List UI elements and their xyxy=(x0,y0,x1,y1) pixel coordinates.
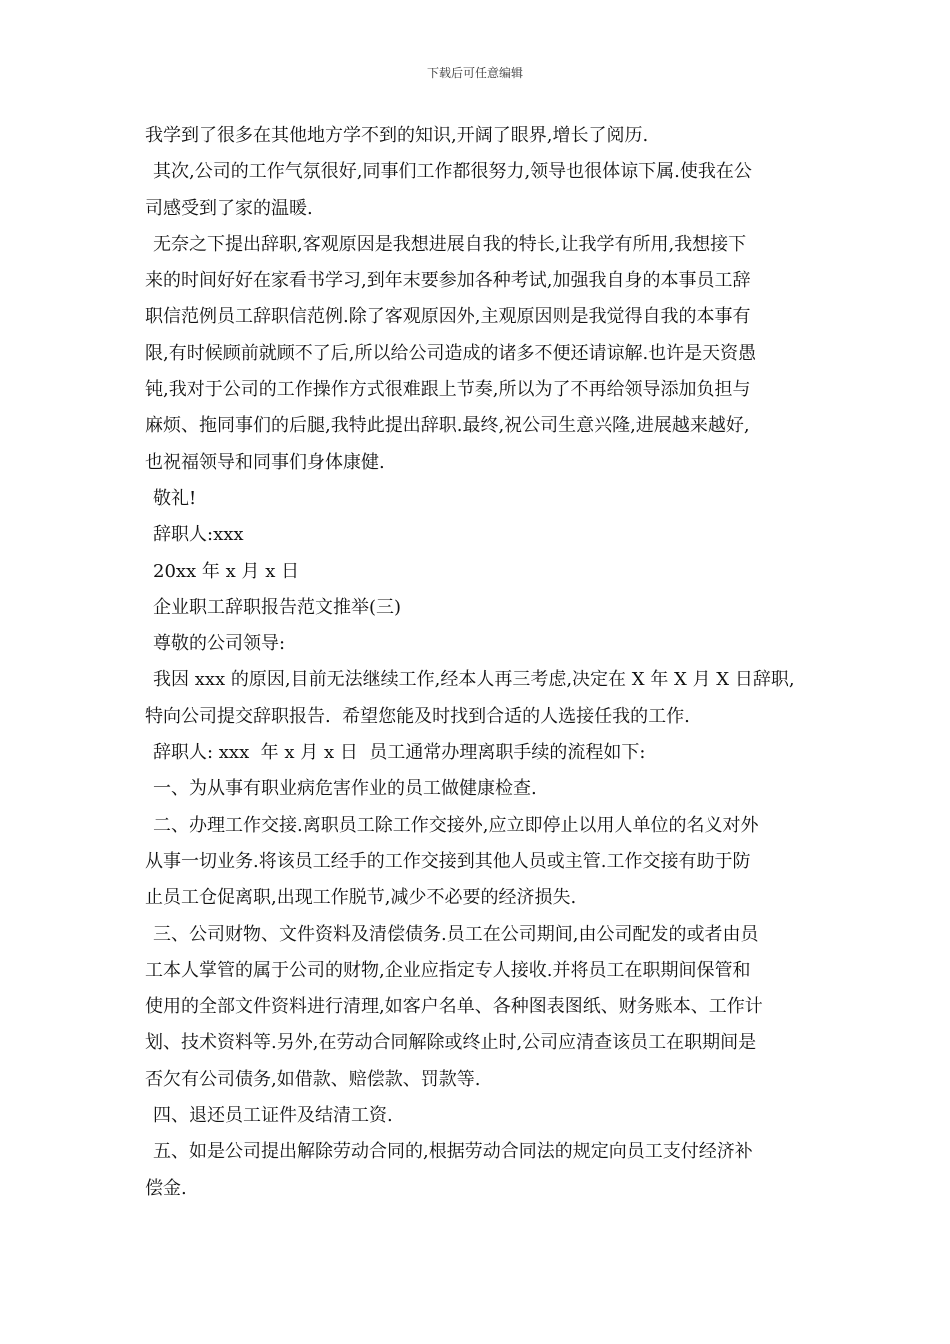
text-line: 辞职人:xxx xyxy=(153,524,244,546)
text-line: 偿金. xyxy=(145,1177,187,1199)
text-line: 尊敬的公司领导: xyxy=(153,633,286,655)
text-line: 三、公司财物、文件资料及清偿债务.员工在公司期间,由公司配发的或者由员 xyxy=(153,923,759,945)
text-line: 其次,公司的工作气氛很好,同事们工作都很努力,领导也很体谅下属.使我在公 xyxy=(153,161,752,183)
text-line: 职信范例员工辞职信范例.除了客观原因外,主观原因则是我觉得自我的本事有 xyxy=(145,306,751,328)
text-line: 20xx 年 x 月 x 日 xyxy=(153,560,300,582)
text-line: 一、为从事有职业病危害作业的员工做健康检查. xyxy=(153,778,537,800)
text-line: 也祝福领导和同事们身体康健. xyxy=(145,451,385,473)
text-line: 止员工仓促离职,出现工作脱节,减少不必要的经济损失. xyxy=(145,887,577,909)
text-line: 无奈之下提出辞职,客观原因是我想进展自我的特长,让我学有所用,我想接下 xyxy=(153,233,747,255)
text-line: 四、退还员工证件及结清工资. xyxy=(153,1105,393,1127)
text-line: 辞职人: xxx 年 x 月 x 日 员工通常办理离职手续的流程如下: xyxy=(153,742,646,764)
text-line: 划、技术资料等.另外,在劳动合同解除或终止时,公司应清查该员工在职期间是 xyxy=(145,1032,757,1054)
text-line: 二、办理工作交接.离职员工除工作交接外,应立即停止以用人单位的名义对外 xyxy=(153,814,759,836)
text-line: 从事一切业务.将该员工经手的工作交接到其他人员或主管.工作交接有助于防 xyxy=(145,850,751,872)
text-line: 钝,我对于公司的工作操作方式很难跟上节奏,所以为了不再给领导添加负担与 xyxy=(145,379,751,401)
text-line: 否欠有公司债务,如借款、赔偿款、罚款等. xyxy=(145,1068,481,1090)
text-line: 工本人掌管的属于公司的财物,企业应指定专人接收.并将员工在职期间保管和 xyxy=(145,959,751,981)
text-line: 麻烦、拖同事们的后腿,我特此提出辞职.最终,祝公司生意兴隆,进展越来越好, xyxy=(145,415,750,437)
text-line: 来的时间好好在家看书学习,到年末要参加各种考试,加强我自身的本事员工辞 xyxy=(145,270,751,292)
document-body xyxy=(145,118,813,1207)
text-line: 我因 xxx 的原因,目前无法继续工作,经本人再三考虑,决定在 X 年 X 月 X 日辞职, xyxy=(153,669,795,691)
text-line: 企业职工辞职报告范文推举(三) xyxy=(153,596,402,618)
text-line: 特向公司提交辞职报告. 希望您能及时找到合适的人选接任我的工作. xyxy=(145,705,690,727)
text-line: 敬礼! xyxy=(153,487,197,509)
page-header: 下载后可任意编辑 xyxy=(426,66,523,80)
text-line: 我学到了很多在其他地方学不到的知识,开阔了眼界,增长了阅历. xyxy=(145,125,649,146)
text-line: 限,有时候顾前就顾不了后,所以给公司造成的诸多不便还请谅解.也许是天资愚 xyxy=(145,342,757,364)
text-line: 使用的全部文件资料进行清理,如客户名单、各种图表图纸、财务账本、工作计 xyxy=(145,996,763,1018)
text-line: 司感受到了家的温暖. xyxy=(145,197,313,219)
text-line: 五、如是公司提出解除劳动合同的,根据劳动合同法的规定向员工支付经济补 xyxy=(153,1141,753,1163)
